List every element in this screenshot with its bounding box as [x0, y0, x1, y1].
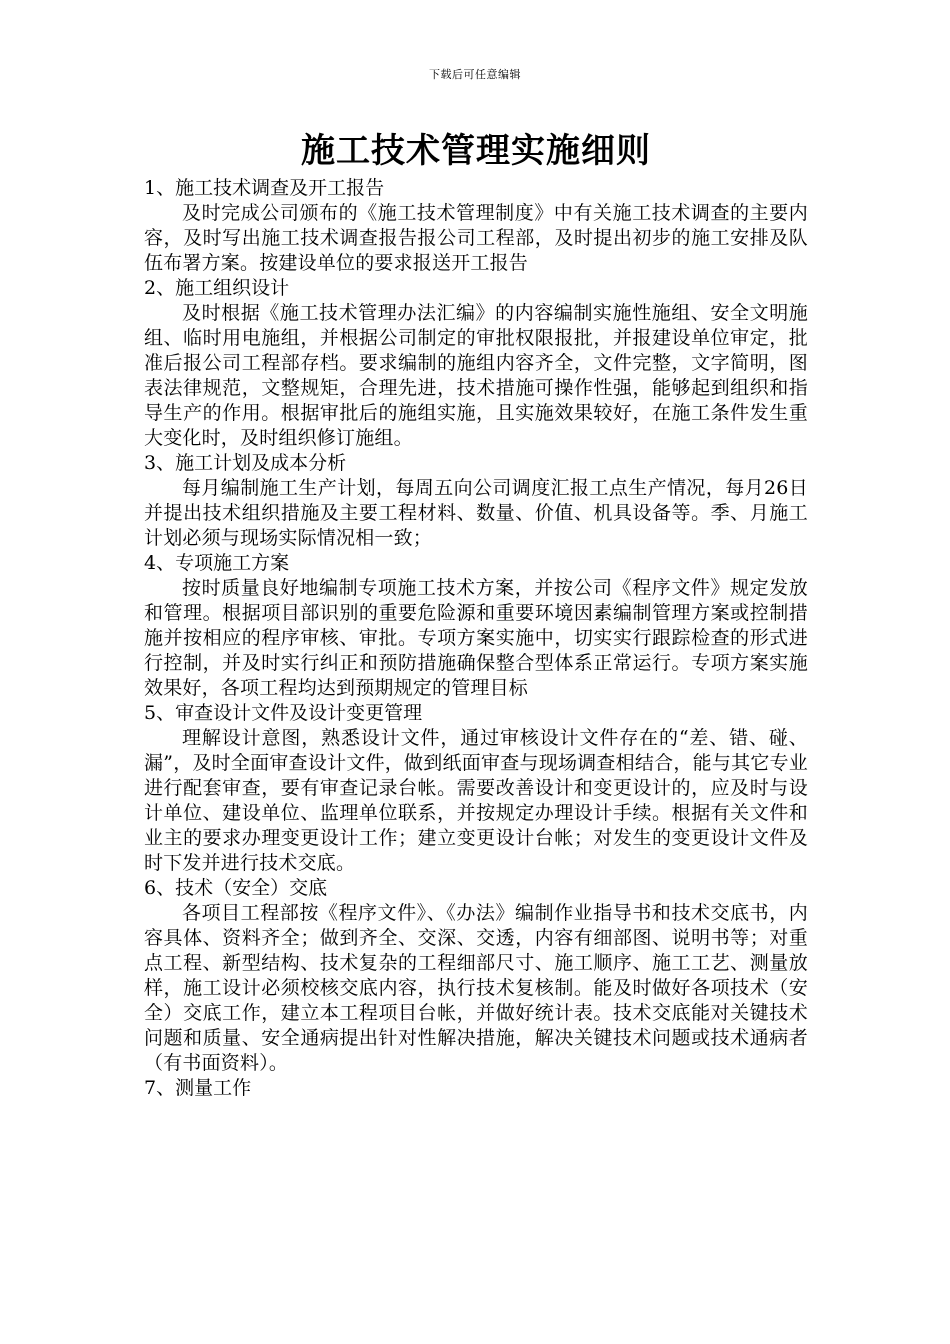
document-title: 施工技术管理实施细则 [301, 131, 651, 171]
section-paragraph: 各项目工程部按《程序文件》、《办法》编制作业指导书和技术交底书，内容具体、资料齐全；做到齐全、交深、交透，内容有细部图、说明书等；对重点工程、新型结构、技术复杂的工程细部尺寸、施工顺序、施工工艺、测量放样，施工设计必须校核交底内容，执行技术复核制。能及时做好各项技术（安全）交底工作，建立本工程项目台帐，并做好统计表。技术交底能对关键技术问题和质量、安全通病提出针对性解决措施，解决关键技术问题或技术通病者（有书面资料）。 [144, 902, 808, 1074]
page-header-note: 下载后可任意编辑 [429, 68, 521, 81]
section-5 [144, 701, 808, 876]
section-heading: 4、专项施工方案 [144, 552, 290, 574]
section-paragraph: 及时根据《施工技术管理办法汇编》的内容编制实施性施组、安全文明施组、临时用电施组，并根据公司制定的审批权限报批，并报建设单位审定，批准后报公司工程部存档。要求编制的施组内容齐全，文件完整，文字简明，图表法律规范，文整规矩，合理先进，技术措施可操作性强，能够起到组织和指导生产的作用。根据审批后的施组实施，且实施效果较好，在施工条件发生重大变化时，及时组织修订施组。 [144, 302, 808, 449]
section-heading: 1、施工技术调查及开工报告 [144, 177, 385, 199]
section-4 [144, 551, 808, 701]
section-heading: 3、施工计划及成本分析 [144, 452, 347, 474]
section-1 [144, 176, 808, 276]
section-7 [144, 1076, 808, 1101]
section-6 [144, 876, 808, 1076]
section-paragraph: 及时完成公司颁布的《施工技术管理制度》中有关施工技术调查的主要内容，及时写出施工技术调查报告报公司工程部，及时提出初步的施工安排及队伍布署方案。按建设单位的要求报送开工报告 [144, 202, 808, 274]
document-body [144, 128, 808, 1101]
section-paragraph: 每月编制施工生产计划，每周五向公司调度汇报工点生产情况，每月26日并提出技术组织措施及主要工程材料、数量、价值、机具设备等。季、月施工计划必须与现场实际情况相一致； [144, 477, 808, 549]
section-paragraph: 理解设计意图，熟悉设计文件，通过审核设计文件存在的“差、错、碰、漏”，及时全面审查设计文件，做到纸面审查与现场调查相结合，能与其它专业进行配套审查，要有审查记录台帐。需要改善设计和变更设计的，应及时与设计单位、建设单位、监理单位联系，并按规定办理设计手续。根据有关文件和业主的要求办理变更设计工作；建立变更设计台帐；对发生的变更设计文件及时下发并进行技术交底。 [144, 727, 808, 874]
section-3 [144, 451, 808, 551]
section-2 [144, 276, 808, 451]
section-heading: 6、技术（安全）交底 [144, 877, 328, 899]
section-heading: 5、审查设计文件及设计变更管理 [144, 702, 423, 724]
section-paragraph: 按时质量良好地编制专项施工技术方案，并按公司《程序文件》规定发放和管理。根据项目部识别的重要危险源和重要环境因素编制管理方案或控制措施并按相应的程序审核、审批。专项方案实施中，切实实行跟踪检查的形式进行控制，并及时实行纠正和预防措施确保整合型体系正常运行。专项方案实施效果好，各项工程均达到预期规定的管理目标 [144, 577, 808, 699]
section-heading: 2、施工组织设计 [144, 277, 290, 299]
section-heading: 7、测量工作 [144, 1077, 252, 1099]
